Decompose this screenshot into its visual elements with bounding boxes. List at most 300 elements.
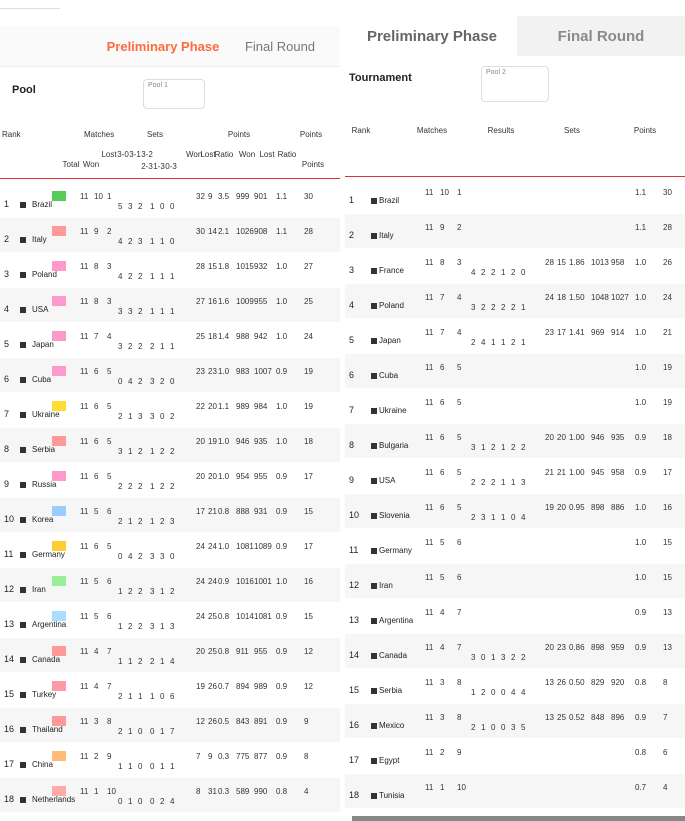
team-name[interactable]: Ukraine	[379, 406, 407, 415]
team-name[interactable]: China	[32, 760, 53, 769]
stat-cell: 3	[107, 297, 112, 306]
stat-cell: 0.8	[635, 748, 647, 757]
stat-cell: 1	[128, 412, 133, 421]
stat-cell: 1027	[611, 293, 629, 302]
table-row[interactable]	[345, 529, 685, 563]
team-marker-icon	[371, 268, 377, 274]
stat-cell: 989	[236, 402, 250, 411]
stat-cell: 4	[457, 328, 462, 337]
stat-cell: 0	[138, 762, 143, 771]
stat-cell: 984	[254, 402, 268, 411]
stat-cell: 11	[80, 262, 89, 271]
stat-cell: 0.7	[218, 682, 230, 691]
stat-cell: 8	[94, 262, 99, 271]
stat-cell: 2	[138, 587, 143, 596]
team-name[interactable]: Thailand	[32, 725, 63, 734]
stat-cell: 26	[208, 717, 217, 726]
table-row[interactable]	[345, 704, 685, 738]
team-name[interactable]: Italy	[32, 235, 47, 244]
team-name[interactable]: Tunisia	[379, 791, 405, 800]
stat-cell: 2	[170, 412, 175, 421]
stat-cell: 3	[471, 653, 476, 662]
stat-cell: 0.9	[276, 612, 288, 621]
table-row[interactable]	[345, 389, 685, 423]
table-row[interactable]	[345, 634, 685, 668]
team-name[interactable]: USA	[379, 476, 396, 485]
stat-cell: 7	[457, 643, 462, 652]
table-row[interactable]	[345, 669, 685, 703]
rank-cell: 6	[4, 374, 10, 384]
stat-cell: 848	[591, 713, 605, 722]
table-row[interactable]	[0, 358, 340, 392]
stat-cell: 5	[107, 402, 112, 411]
stat-cell: 0.9	[218, 577, 230, 586]
team-marker-icon	[371, 198, 377, 204]
stat-cell: 6	[440, 363, 445, 372]
stat-cell: 1.4	[218, 332, 230, 341]
stat-cell: 1	[521, 303, 526, 312]
sub-pts-lost: Lost	[259, 150, 275, 159]
stat-cell: 1	[160, 622, 165, 631]
stat-cell: 2	[128, 272, 133, 281]
stat-cell: 11	[80, 507, 89, 516]
stat-cell: 2	[160, 447, 165, 456]
stat-cell: 2	[491, 303, 496, 312]
stat-cell: 3	[481, 513, 486, 522]
team-name[interactable]: Canada	[379, 651, 408, 660]
team-name[interactable]: Canada	[32, 655, 61, 664]
stat-cell: 19	[663, 398, 672, 407]
stat-cell: 6	[440, 503, 445, 512]
stat-cell: 28	[304, 227, 313, 236]
stat-cell: 16	[304, 577, 313, 586]
team-name[interactable]: Egypt	[379, 756, 400, 765]
table-row[interactable]	[345, 424, 685, 458]
team-name[interactable]: Poland	[379, 301, 404, 310]
stat-cell: 7	[663, 713, 668, 722]
rank-cell: 17	[4, 759, 15, 769]
stat-cell: 2	[481, 268, 486, 277]
stat-cell: 0.86	[569, 643, 585, 652]
table-row[interactable]	[345, 354, 685, 388]
team-name[interactable]: Ukraine	[32, 410, 60, 419]
stat-cell: 26	[557, 678, 566, 687]
stat-cell: 3	[150, 377, 155, 386]
stat-cell: 5	[440, 573, 445, 582]
table-row[interactable]	[0, 498, 340, 532]
pool-dropdown-value-right: Pool 2	[486, 69, 506, 76]
stat-cell: 3	[471, 443, 476, 452]
stat-cell: 20	[557, 433, 566, 442]
stat-cell: 9	[304, 717, 309, 726]
team-name[interactable]: Cuba	[379, 371, 399, 380]
team-name[interactable]: Serbia	[379, 686, 403, 695]
stat-cell: 23	[545, 328, 554, 337]
table-row[interactable]	[0, 183, 340, 217]
stat-cell: 2	[511, 338, 516, 347]
stat-cell: 12	[304, 647, 313, 656]
stat-cell: 11	[80, 332, 89, 341]
stat-cell: 0.3	[218, 752, 230, 761]
stat-cell: 2	[511, 268, 516, 277]
stat-cell: 2	[118, 692, 123, 701]
stat-cell: 1.0	[276, 332, 288, 341]
stat-cell: 13	[663, 608, 672, 617]
team-name[interactable]: Bulgaria	[379, 441, 409, 450]
team-name[interactable]: Brazil	[379, 196, 400, 205]
team-name[interactable]: Argentina	[379, 616, 414, 625]
table-row[interactable]	[345, 494, 685, 528]
stat-cell: 2	[138, 657, 143, 666]
team-name[interactable]: Serbia	[32, 445, 56, 454]
stat-cell: 2	[160, 797, 165, 806]
stat-cell: 1.00	[569, 433, 585, 442]
stat-cell: 990	[254, 787, 268, 796]
stat-cell: 2	[471, 723, 476, 732]
stat-cell: 24	[196, 542, 205, 551]
table-row[interactable]	[0, 603, 340, 637]
stat-cell: 3	[150, 587, 155, 596]
stat-cell: 6	[107, 577, 112, 586]
pool-dropdown-value: Pool 1	[148, 82, 168, 89]
stat-cell: 0	[170, 202, 175, 211]
table-row[interactable]	[345, 739, 685, 773]
team-marker-icon	[371, 478, 377, 484]
tab-preliminary-phase[interactable]: Preliminary Phase	[106, 38, 220, 54]
sub-sets-ratio: Ratio	[214, 150, 234, 159]
team-name[interactable]: Japan	[379, 336, 401, 345]
stat-cell: 14	[208, 227, 217, 236]
rank-cell: 9	[4, 479, 10, 489]
pool-label-text: Pool	[12, 84, 36, 96]
stat-cell: 3	[128, 307, 133, 316]
team-marker-icon	[20, 412, 26, 418]
team-name[interactable]: Iran	[379, 581, 393, 590]
stat-cell: 24	[545, 293, 554, 302]
stat-cell: 958	[611, 468, 625, 477]
stat-cell: 2	[138, 377, 143, 386]
stat-cell: 11	[425, 538, 434, 547]
stat-cell: 1.0	[635, 258, 647, 267]
stat-cell: 24	[196, 577, 205, 586]
stat-cell: 2	[170, 447, 175, 456]
stat-cell: 2	[471, 513, 476, 522]
table-row[interactable]	[0, 393, 340, 427]
stat-cell: 4	[471, 268, 476, 277]
stat-cell: 0	[118, 797, 123, 806]
stat-cell: 959	[611, 643, 625, 652]
stat-cell: 2	[128, 482, 133, 491]
stat-cell: 3	[440, 713, 445, 722]
team-name[interactable]: Germany	[32, 550, 65, 559]
stat-cell: 0	[118, 377, 123, 386]
team-name[interactable]: USA	[32, 305, 49, 314]
stat-cell: 2	[491, 478, 496, 487]
stat-cell: 0	[150, 727, 155, 736]
stat-cell: 2	[160, 482, 165, 491]
stat-cell: 0	[170, 237, 175, 246]
table-row[interactable]	[345, 179, 685, 213]
stat-cell: 2	[511, 653, 516, 662]
stat-cell: 1	[511, 478, 516, 487]
stat-cell: 1	[170, 307, 175, 316]
tab-final-round[interactable]: Final Round	[244, 38, 316, 54]
stat-cell: 775	[236, 752, 250, 761]
stat-cell: 10	[94, 192, 103, 201]
team-marker-icon	[20, 657, 26, 663]
stat-cell: 5	[107, 542, 112, 551]
horizontal-scrollbar[interactable]	[352, 816, 685, 821]
tab-final-round-right[interactable]: Final Round	[517, 16, 685, 56]
team-marker-icon	[20, 272, 26, 278]
table-row[interactable]	[0, 463, 340, 497]
team-name[interactable]: Cuba	[32, 375, 52, 384]
stat-cell: 1	[501, 443, 506, 452]
stat-cell: 0.9	[635, 468, 647, 477]
table-row[interactable]	[0, 428, 340, 462]
stat-cell: 1	[170, 762, 175, 771]
team-name[interactable]: Mexico	[379, 721, 405, 730]
sub-0-3: 0-3	[165, 162, 177, 171]
left-standings-panel	[0, 0, 340, 821]
stat-cell: 1	[440, 783, 445, 792]
stat-cell: 2	[170, 587, 175, 596]
table-row[interactable]	[345, 459, 685, 493]
table-row[interactable]	[345, 214, 685, 248]
stat-cell: 17	[196, 507, 205, 516]
stat-cell: 0.8	[276, 787, 288, 796]
pool-dropdown-right[interactable]	[481, 66, 549, 102]
table-row[interactable]	[345, 249, 685, 283]
table-row[interactable]	[0, 288, 340, 322]
stat-cell: 1	[481, 443, 486, 452]
team-marker-icon	[371, 233, 377, 239]
stat-cell: 2	[160, 517, 165, 526]
stat-cell: 4	[521, 513, 526, 522]
stat-cell: 21	[208, 507, 217, 516]
stat-cell: 28	[196, 262, 205, 271]
rank-cell: 14	[4, 654, 15, 664]
stat-cell: 4	[440, 643, 445, 652]
team-name[interactable]: Argentina	[32, 620, 67, 629]
stat-cell: 1.1	[635, 223, 647, 232]
stat-cell: 1	[128, 447, 133, 456]
stat-cell: 11	[80, 472, 89, 481]
stat-cell: 0.9	[635, 713, 647, 722]
stat-cell: 946	[591, 433, 605, 442]
table-row[interactable]	[0, 743, 340, 777]
stat-cell: 891	[254, 717, 268, 726]
team-name[interactable]: France	[379, 266, 404, 275]
stat-cell: 16	[208, 297, 217, 306]
rank-cell: 2	[349, 230, 355, 240]
rank-cell: 8	[4, 444, 10, 454]
stat-cell: 2	[511, 303, 516, 312]
stat-cell: 26	[663, 258, 672, 267]
sub-won: Won	[82, 160, 100, 169]
stat-cell: 11	[425, 783, 434, 792]
stat-cell: 0.9	[276, 717, 288, 726]
rank-cell: 5	[349, 335, 355, 345]
stat-cell: 1.0	[218, 367, 230, 376]
team-name[interactable]: Japan	[32, 340, 54, 349]
table-row[interactable]	[345, 284, 685, 318]
stat-cell: 896	[611, 713, 625, 722]
table-row[interactable]	[0, 638, 340, 672]
stat-cell: 11	[80, 577, 89, 586]
team-marker-icon	[20, 237, 26, 243]
stat-cell: 911	[236, 647, 249, 656]
stat-cell: 3	[118, 342, 123, 351]
stat-cell: 3	[138, 237, 143, 246]
stat-cell: 7	[440, 293, 445, 302]
stat-cell: 10	[457, 783, 466, 792]
pool-dropdown[interactable]	[143, 79, 205, 109]
team-name[interactable]: Slovenia	[379, 511, 410, 520]
stat-cell: 4	[118, 272, 123, 281]
stat-cell: 1	[471, 688, 476, 697]
table-row[interactable]	[0, 708, 340, 742]
table-row[interactable]	[0, 323, 340, 357]
team-name[interactable]: Germany	[379, 546, 412, 555]
stat-cell: 1001	[254, 577, 272, 586]
team-name[interactable]: Netherlands	[32, 795, 76, 804]
stat-cell: 958	[611, 258, 625, 267]
stat-cell: 914	[611, 328, 625, 337]
stat-cell: 4	[481, 338, 486, 347]
stat-cell: 0	[511, 513, 516, 522]
stat-cell: 11	[425, 713, 434, 722]
stat-cell: 3	[521, 478, 526, 487]
stat-cell: 6	[107, 507, 112, 516]
sub-3-0: 3-0	[117, 150, 129, 159]
team-marker-icon	[371, 443, 377, 449]
stat-cell: 3	[440, 678, 445, 687]
rank-cell: 6	[349, 370, 355, 380]
team-marker-icon	[20, 517, 26, 523]
stat-cell: 2	[138, 202, 143, 211]
table-row[interactable]	[345, 319, 685, 353]
stat-cell: 24	[304, 332, 313, 341]
stat-cell: 19	[304, 367, 313, 376]
stat-cell: 30	[304, 192, 313, 201]
stat-cell: 3	[150, 552, 155, 561]
stat-cell: 1.50	[569, 293, 585, 302]
team-marker-icon	[371, 688, 377, 694]
rank-cell: 2	[4, 234, 10, 244]
table-row[interactable]	[0, 253, 340, 287]
stat-cell: 1	[150, 307, 155, 316]
stat-cell: 2.1	[218, 227, 230, 236]
stat-cell: 1	[128, 797, 133, 806]
tab-preliminary-phase-right[interactable]: Preliminary Phase	[351, 16, 513, 56]
stat-cell: 21	[557, 468, 566, 477]
stat-cell: 22	[196, 402, 205, 411]
team-marker-icon	[371, 723, 377, 729]
stat-cell: 1	[160, 342, 165, 351]
stat-cell: 1	[118, 657, 123, 666]
stat-cell: 1	[150, 202, 155, 211]
stat-cell: 1	[128, 727, 133, 736]
stat-cell: 955	[254, 647, 268, 656]
stat-cell: 11	[80, 297, 89, 306]
table-row[interactable]	[0, 218, 340, 252]
table-row[interactable]	[0, 778, 340, 812]
sub-pts-won: Won	[238, 150, 256, 159]
stat-cell: 17	[557, 328, 566, 337]
stat-cell: 0.8	[218, 647, 230, 656]
stat-cell: 954	[236, 472, 250, 481]
team-name[interactable]: Italy	[379, 231, 394, 240]
stat-cell: 2	[138, 307, 143, 316]
team-marker-icon	[20, 307, 26, 313]
team-marker-icon	[371, 653, 377, 659]
stat-cell: 2	[118, 482, 123, 491]
stat-cell: 3	[170, 622, 175, 631]
pool-label	[12, 84, 82, 96]
table-row[interactable]	[345, 564, 685, 598]
stat-cell: 3	[160, 552, 165, 561]
stat-cell: 1	[501, 513, 506, 522]
stat-cell: 1	[501, 268, 506, 277]
rank-cell: 8	[349, 440, 355, 450]
stat-cell: 1.0	[276, 402, 288, 411]
stat-cell: 1.1	[276, 227, 288, 236]
stat-cell: 11	[425, 258, 434, 267]
table-row[interactable]	[0, 568, 340, 602]
stat-cell: 5	[107, 437, 112, 446]
stat-cell: 0.9	[276, 367, 288, 376]
stat-cell: 20	[208, 402, 217, 411]
stat-cell: 5	[118, 202, 123, 211]
stat-cell: 1	[160, 237, 165, 246]
stat-cell: 4	[128, 377, 133, 386]
stat-cell: 0.3	[218, 787, 230, 796]
stat-cell: 0	[170, 552, 175, 561]
stat-cell: 9	[208, 192, 213, 201]
sub-2-3: 2-3	[141, 162, 153, 171]
stat-cell: 8	[304, 752, 309, 761]
sub-points: Points	[301, 160, 325, 169]
stat-cell: 4	[94, 647, 99, 656]
stat-cell: 2	[160, 377, 165, 386]
table-row[interactable]	[345, 774, 685, 808]
stat-cell: 6	[457, 538, 462, 547]
stat-cell: 2	[521, 653, 526, 662]
team-name[interactable]: Russia	[32, 480, 57, 489]
stat-cell: 9	[107, 752, 112, 761]
table-row[interactable]	[0, 673, 340, 707]
team-marker-icon	[371, 793, 377, 799]
stat-cell: 888	[236, 507, 250, 516]
team-name[interactable]: Korea	[32, 515, 54, 524]
table-row[interactable]	[0, 533, 340, 567]
team-name[interactable]: Brazil	[32, 200, 53, 209]
stat-cell: 3.5	[218, 192, 230, 201]
stat-cell: 8	[107, 717, 112, 726]
stat-cell: 1.0	[218, 472, 230, 481]
stat-cell: 5	[457, 433, 462, 442]
team-name[interactable]: Turkey	[32, 690, 57, 699]
team-name[interactable]: Poland	[32, 270, 57, 279]
team-marker-icon	[371, 303, 377, 309]
table-row[interactable]	[345, 599, 685, 633]
rank-cell: 9	[349, 475, 355, 485]
stat-cell: 2	[138, 342, 143, 351]
rank-cell: 14	[349, 650, 360, 660]
stat-cell: 6	[457, 573, 462, 582]
team-name[interactable]: Iran	[32, 585, 46, 594]
